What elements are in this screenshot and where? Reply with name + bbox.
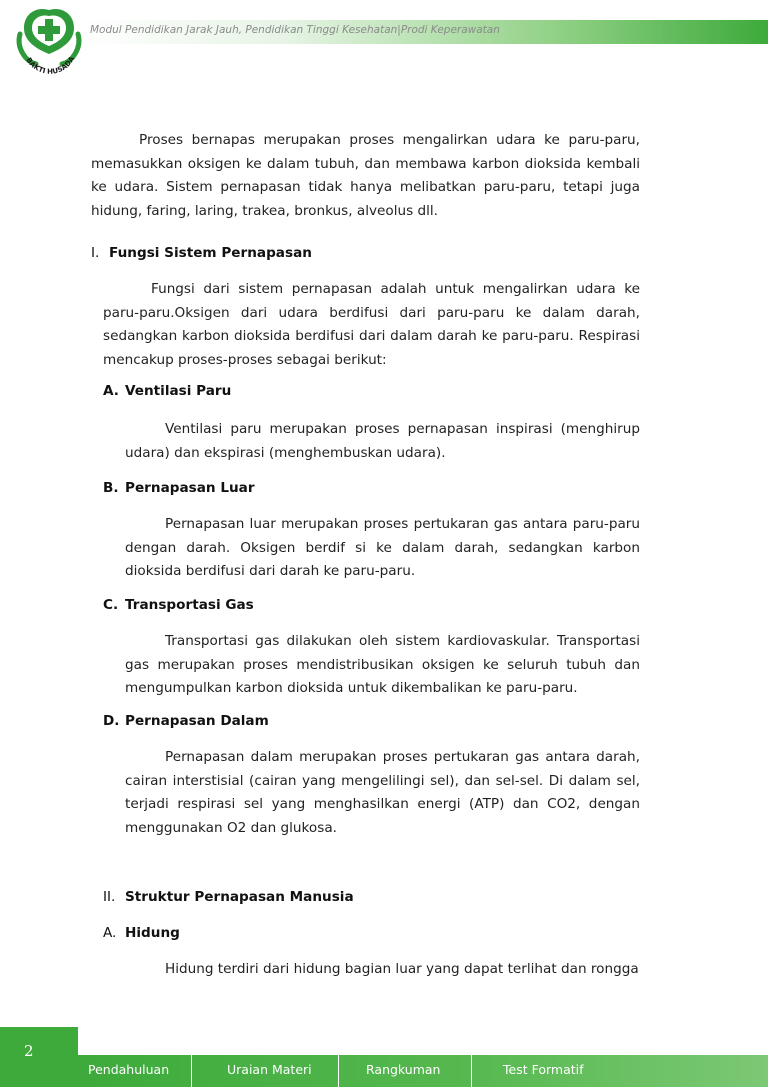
subsection-b-text: Pernapasan luar merupakan proses pertukaran gas antara paru-paru dengan darah. Oksigen berdif si ke dalam darah, sedangkan karbon dioksida berdifusi dari darah ke paru-paru. (125, 516, 640, 579)
logo-text: BAKTI HUSADA (24, 55, 77, 76)
footer-divider (471, 1055, 472, 1087)
footer-divider (338, 1055, 339, 1087)
section-1-title: Fungsi Sistem Pernapasan (109, 245, 312, 261)
section-2-number: II. (103, 889, 116, 905)
intro-paragraph: Proses bernapas merupakan proses mengalirkan udara ke paru-paru, memasukkan oksigen ke dalam tubuh, dan membawa karbon dioksida kembali ke udara. Sistem pernapasan tidak hanya melibatkan paru-paru, tetapi juga hidung, faring, laring, trakea, bronkus, alveolus dll. (91, 132, 640, 219)
footer-divider (191, 1055, 192, 1087)
page-number: 2 (24, 1042, 34, 1060)
subsection-c-text: Transportasi gas dilakukan oleh sistem kardiovaskular. Transportasi gas merupakan proses mendistribusikan oksigen ke seluruh tubuh dan mengumpulkan karbon dioksida untuk dikembalikan ke paru-paru. (125, 633, 640, 696)
subsection-2a-text: Hidung terdiri dari hidung bagian luar yang dapat terlihat dan rongga (165, 961, 639, 977)
section-2-title: Struktur Pernapasan Manusia (125, 889, 354, 905)
subsection-a-heading: A. Ventilasi Paru (103, 383, 232, 399)
tab-pendahuluan[interactable]: Pendahuluan (88, 1062, 170, 1077)
tab-test-formatif[interactable]: Test Formatif (503, 1062, 584, 1077)
subsection-d-heading: D. Pernapasan Dalam (103, 713, 269, 729)
section-1-heading (91, 245, 312, 261)
subsection-2a-heading: A. Hidung (103, 925, 180, 941)
tab-uraian-materi[interactable]: Uraian Materi (227, 1062, 312, 1077)
page-number-box (0, 1027, 78, 1087)
section-2-heading (103, 889, 354, 905)
running-title: Modul Pendidikan Jarak Jauh, Pendidikan Tinggi Kesehatan|Prodi Keperawatan (90, 24, 500, 36)
bakti-husada-logo (14, 4, 84, 90)
section-1-paragraph: Fungsi dari sistem pernapasan adalah untuk mengalirkan udara ke paru-paru.Oksigen dari udara berdifusi dari paru-paru ke dalam darah, sedangkan karbon dioksida berdifusi dari dalam darah ke paru-paru. Respirasi mencakup proses-proses sebagai berikut: (103, 281, 640, 368)
subsection-b-heading: B. Pernapasan Luar (103, 480, 255, 496)
section-1-number: I. (91, 245, 100, 261)
tab-rangkuman[interactable]: Rangkuman (366, 1062, 441, 1077)
subsection-d-text: Pernapasan dalam merupakan proses pertukaran gas antara darah, cairan interstisial (cairan yang mengelilingi sel), dan sel-sel. Di dalam sel, terjadi respirasi sel yang menghasilkan energi (ATP) dan CO2, dengan menggunakan O2 dan glukosa. (125, 749, 640, 836)
subsection-c-heading: C. Transportasi Gas (103, 597, 254, 613)
subsection-a-text: Ventilasi paru merupakan proses pernapasan inspirasi (menghirup udara) dan ekspirasi (menghembuskan udara). (125, 421, 640, 461)
